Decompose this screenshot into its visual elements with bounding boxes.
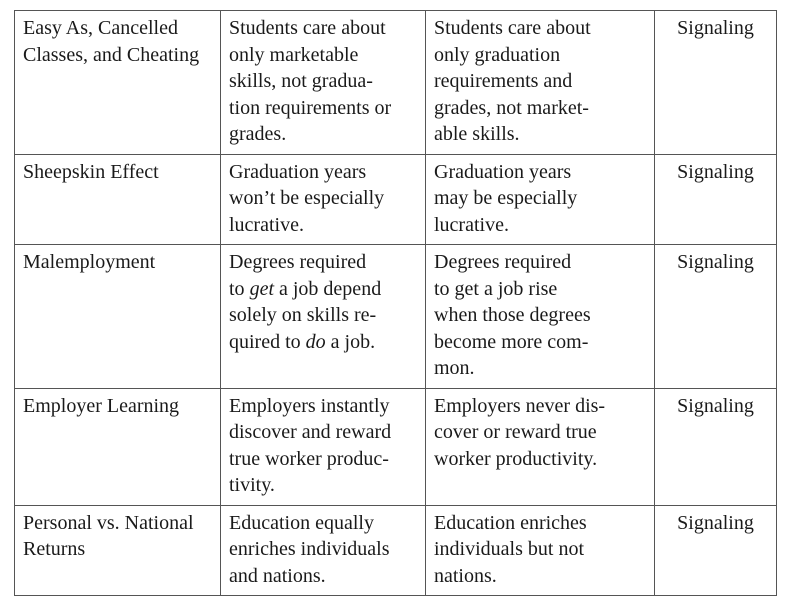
topic-cell (15, 11, 221, 155)
comparison-table (14, 10, 777, 596)
prediction-text: won’t be especially (229, 187, 385, 209)
table-row (15, 245, 777, 389)
theory-cell (655, 245, 777, 389)
table-row (15, 388, 777, 505)
alternative-prediction-cell (426, 11, 655, 155)
topic-text: Returns (23, 538, 86, 560)
alternative-text: become more com- (434, 330, 589, 353)
prediction-text: lucrative. (229, 213, 304, 236)
alternative-text: cover or reward true (434, 421, 597, 443)
alternative-text: individuals but not (434, 538, 584, 560)
topic-text: Employer Learning (23, 394, 180, 417)
topic-text: Sheepskin Effect (23, 160, 159, 183)
prediction-cell (221, 11, 426, 155)
alternative-text: Education enriches (434, 511, 587, 534)
prediction-text: grades. (229, 123, 287, 145)
prediction-text: Education equally (229, 511, 374, 534)
table-row (15, 11, 777, 155)
alternative-text: grades, not market- (434, 96, 589, 119)
topic-cell (15, 388, 221, 505)
alternative-text: requirements and (434, 70, 573, 92)
prediction-text: only marketable (229, 43, 359, 66)
theory-text: Signaling (677, 160, 754, 183)
prediction-text: quired to do a job. (229, 330, 376, 353)
prediction-cell (221, 505, 426, 596)
alternative-prediction-cell (426, 245, 655, 389)
alternative-text: mon. (434, 357, 475, 379)
prediction-text: discover and reward (229, 421, 392, 443)
prediction-text: and nations. (229, 564, 326, 587)
prediction-text: Employers instantly (229, 394, 390, 417)
alternative-prediction-cell (426, 388, 655, 505)
topic-text: Personal vs. National (23, 511, 194, 534)
alternative-text: when those degrees (434, 304, 591, 326)
theory-cell (655, 505, 777, 596)
theory-text: Signaling (677, 394, 754, 417)
alternative-text: lucrative. (434, 213, 509, 236)
prediction-text: Students care about (229, 17, 386, 39)
prediction-text: solely on skills re- (229, 304, 377, 326)
table-row (15, 505, 777, 596)
theory-text: Signaling (677, 17, 754, 39)
prediction-text: Degrees required (229, 251, 367, 273)
alternative-text: able skills. (434, 123, 520, 145)
prediction-text: tion requirements or (229, 96, 392, 119)
table-row (15, 154, 777, 245)
alternative-text: Degrees required (434, 251, 572, 273)
prediction-text: Graduation years (229, 160, 367, 183)
alternative-text: Graduation years (434, 160, 572, 183)
prediction-text: tivity. (229, 474, 275, 496)
topic-cell (15, 245, 221, 389)
topic-text: Easy As, Cancelled (23, 17, 178, 39)
theory-text: Signaling (677, 251, 754, 273)
prediction-text: enriches individuals (229, 538, 390, 560)
alternative-text: to get a job rise (434, 277, 558, 300)
topic-cell (15, 154, 221, 245)
theory-cell (655, 11, 777, 155)
theory-cell (655, 154, 777, 245)
alternative-text: may be especially (434, 187, 578, 209)
theory-text: Signaling (677, 511, 754, 534)
alternative-prediction-cell (426, 154, 655, 245)
prediction-cell (221, 245, 426, 389)
prediction-text: true worker produc- (229, 447, 389, 470)
prediction-text: to get a job depend (229, 277, 382, 300)
alternative-text: Employers never dis- (434, 394, 606, 417)
prediction-text: skills, not gradua- (229, 70, 373, 92)
prediction-cell (221, 388, 426, 505)
topic-text: Classes, and Cheating (23, 43, 200, 66)
prediction-cell (221, 154, 426, 245)
alternative-prediction-cell (426, 505, 655, 596)
alternative-text: Students care about (434, 17, 591, 39)
alternative-text: nations. (434, 564, 497, 587)
alternative-text: only graduation (434, 43, 561, 66)
topic-cell (15, 505, 221, 596)
topic-text: Malemployment (23, 251, 156, 273)
theory-cell (655, 388, 777, 505)
alternative-text: worker productivity. (434, 447, 598, 470)
